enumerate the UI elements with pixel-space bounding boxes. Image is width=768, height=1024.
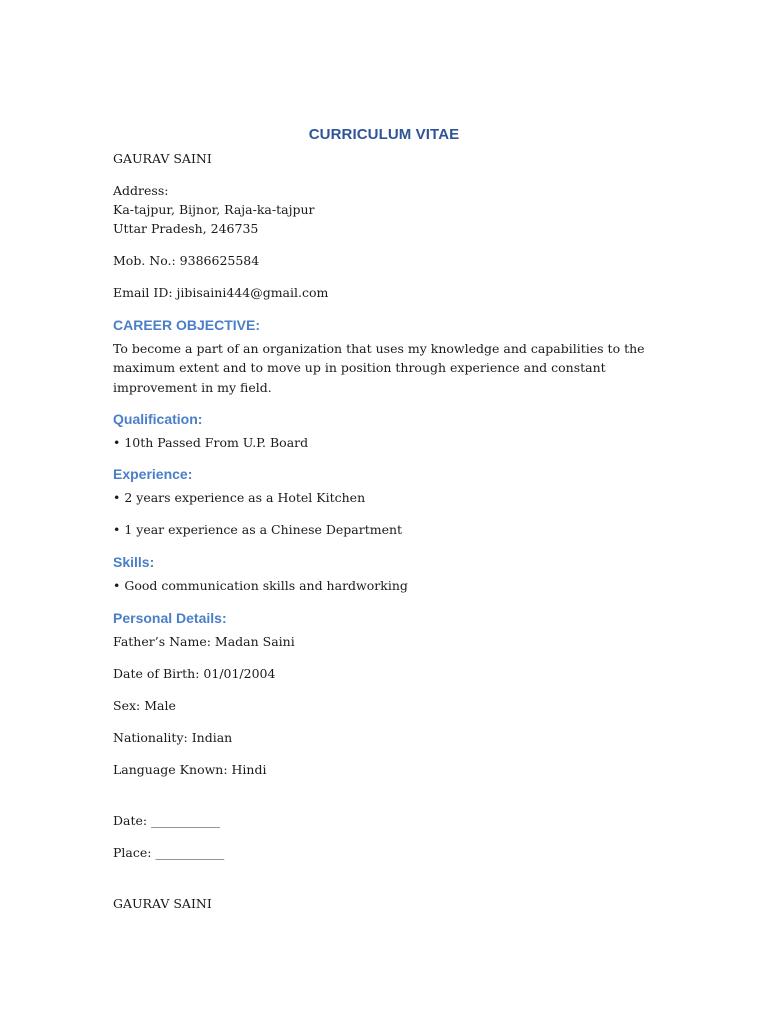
date-of-birth: Date of Birth: 01/01/2004 <box>113 666 276 681</box>
candidate-name: GAURAV SAINI <box>113 151 212 166</box>
address-line-1: Ka-tajpur, Bijnor, Raja-ka-tajpur <box>113 202 315 217</box>
experience-heading: Experience: <box>113 466 193 482</box>
experience-item: • 2 years experience as a Hotel Kitchen <box>113 490 366 505</box>
nationality: Nationality: Indian <box>113 730 233 745</box>
qualification-heading: Qualification: <box>113 411 203 427</box>
address-label: Address: <box>113 183 169 198</box>
experience-item: • 1 year experience as a Chinese Department <box>113 522 403 537</box>
fathers-name: Father’s Name: Madan Saini <box>113 634 295 649</box>
date-line: Date: ___________ <box>113 813 220 828</box>
skills-heading: Skills: <box>113 554 155 570</box>
sex: Sex: Male <box>113 698 176 713</box>
career-objective-heading: CAREER OBJECTIVE: <box>113 317 261 333</box>
career-objective-text: To become a part of an organization that uses my knowledge and capabilities to the maximum extent and to move up in position through experience and constant improvement in my field. <box>113 341 645 395</box>
skills-item: • Good communication skills and hardworking <box>113 578 408 593</box>
language-known: Language Known: Hindi <box>113 762 267 777</box>
email-id: Email ID: jibisaini444@gmail.com <box>113 285 329 300</box>
document-title: CURRICULUM VITAE <box>308 126 460 143</box>
signature-name: GAURAV SAINI <box>113 896 212 911</box>
mobile-number: Mob. No.: 9386625584 <box>113 253 260 268</box>
personal-details-heading: Personal Details: <box>113 610 227 626</box>
address-line-2: Uttar Pradesh, 246735 <box>113 221 259 236</box>
place-line: Place: ___________ <box>113 845 225 860</box>
qualification-item: • 10th Passed From U.P. Board <box>113 435 309 450</box>
